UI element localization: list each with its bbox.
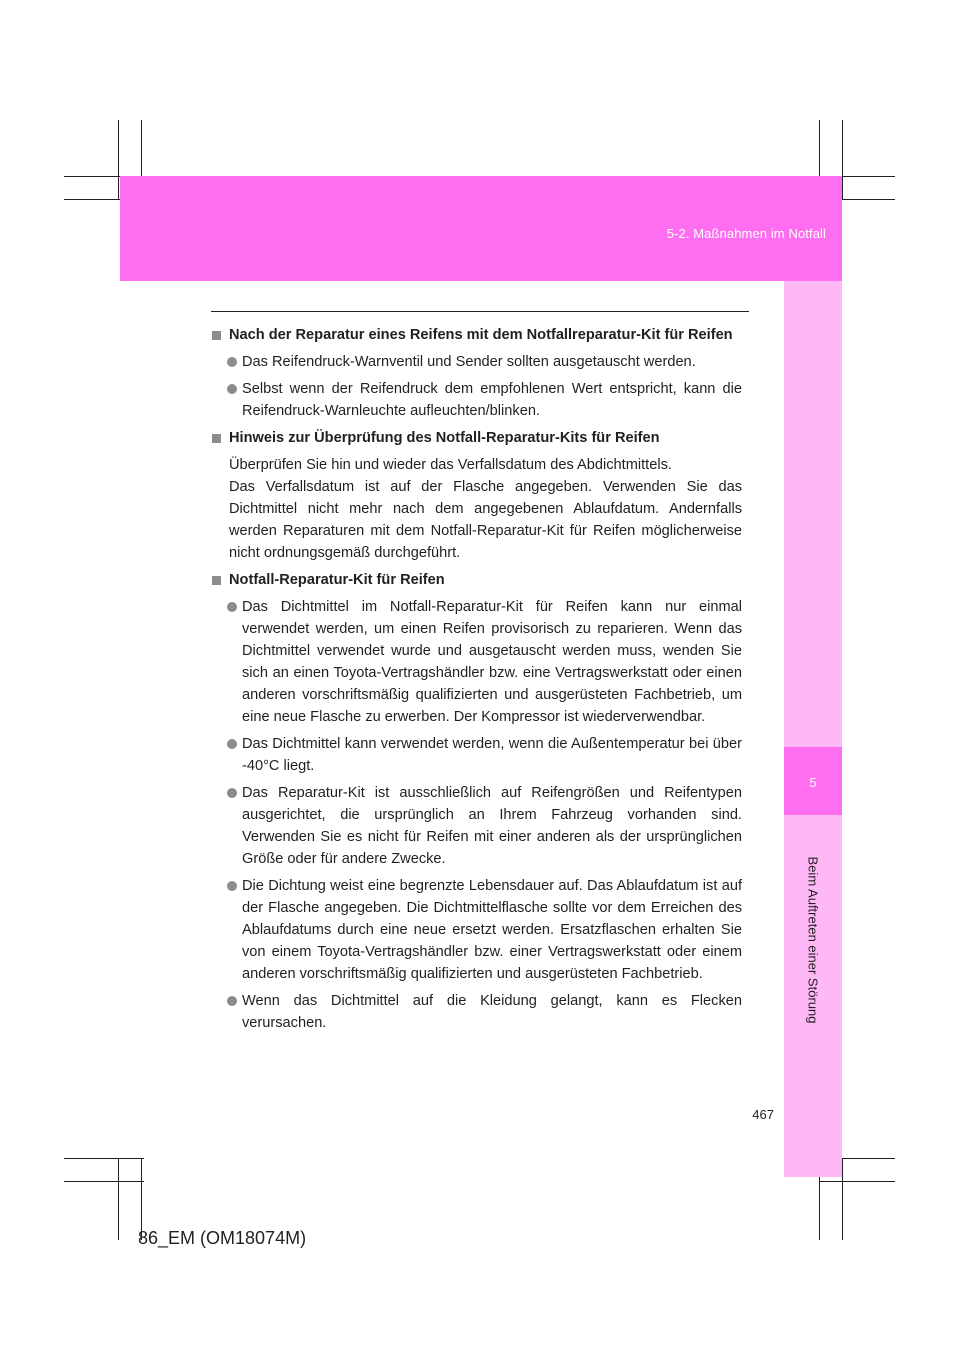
paragraph-line: Überprüfen Sie hin und wieder das Verfallsdatum des Abdichtmittels. bbox=[229, 457, 672, 473]
round-bullet-icon bbox=[227, 602, 237, 612]
list-item-text: Das Dichtmittel kann verwendet werden, wenn die Außentemperatur bei über -40°C liegt. bbox=[242, 736, 742, 774]
chapter-number: 5 bbox=[809, 775, 817, 790]
square-bullet-icon bbox=[212, 434, 221, 443]
round-bullet-icon bbox=[227, 384, 237, 394]
list-item bbox=[212, 351, 742, 373]
crop-mark bbox=[118, 1158, 119, 1240]
square-bullet-icon bbox=[212, 331, 221, 340]
section-heading-text: Notfall-Reparatur-Kit für Reifen bbox=[229, 572, 445, 588]
section-heading bbox=[212, 569, 742, 591]
section-title: 5-2. Maßnahmen im Notfall bbox=[666, 226, 826, 241]
page-number: 467 bbox=[752, 1107, 774, 1122]
round-bullet-icon bbox=[227, 788, 237, 798]
paragraph-line: Das Verfallsdatum ist auf der Flasche angegeben. Verwenden Sie das Dichtmittel nicht mehr nach dem angegebenen Ablaufdatum. Andernfalls werden Reparaturen mit dem Notfall-Reparatur-Kit für Reifen möglicherweise nicht ordnungsgemäß durchgeführt. bbox=[229, 479, 742, 561]
crop-mark bbox=[820, 1181, 895, 1182]
chapter-number-box bbox=[784, 747, 842, 815]
list-item-text: Selbst wenn der Reifendruck dem empfohlenen Wert entspricht, kann die Reifendruck-Warnleuchte aufleuchten/blinken. bbox=[242, 381, 742, 419]
main-content bbox=[212, 324, 742, 1039]
round-bullet-icon bbox=[227, 881, 237, 891]
crop-mark bbox=[118, 120, 119, 200]
crop-mark bbox=[842, 1158, 843, 1240]
list-item-text: Das Dichtmittel im Notfall-Reparatur-Kit für Reifen kann nur einmal verwendet werden, um einen Reifen provisorisch zu reparieren. Wenn das Dichtmittel verwendet wurde und ausgetauscht werden muss, wenden Sie sich an einen Toyota-Vertragshändler bzw. eine Vertragswerkstatt oder einen anderen vorschriftsmäßig qualifizierten und ausgerüsteten Fachbetrieb, um eine neue Flasche zu erwerben. Der Kompressor ist wiederverwendbar. bbox=[242, 599, 742, 725]
list-item-text: Das Reparatur-Kit ist ausschließlich auf Reifengrößen und Reifentypen ausgerichtet, die ursprünglich an Ihrem Fahrzeug vorhanden sind. Verwenden Sie es nicht für Reifen mit einer anderen als der ursprünglichen Größe oder für andere Zwecke. bbox=[242, 785, 742, 867]
document-code: 86_EM (OM18074M) bbox=[138, 1228, 307, 1248]
list-item bbox=[212, 733, 742, 777]
section-heading-text: Nach der Reparatur eines Reifens mit dem Notfallreparatur-Kit für Reifen bbox=[229, 327, 733, 343]
chapter-side-tab bbox=[784, 281, 842, 1177]
list-item-text: Das Reifendruck-Warnventil und Sender sollten ausgetauscht werden. bbox=[242, 354, 696, 370]
crop-mark bbox=[64, 1181, 144, 1182]
paragraph bbox=[212, 454, 742, 564]
crop-mark bbox=[842, 120, 843, 200]
section-heading bbox=[212, 427, 742, 449]
header-band bbox=[120, 176, 842, 281]
list-item-text: Die Dichtung weist eine begrenzte Lebensdauer auf. Das Ablaufdatum ist auf der Flasche angegeben. Die Dichtmittelflasche sollte vor dem Erreichen des Ablaufdatums durch eine neue ersetzt werden. Ersatzflaschen erhalten Sie von einem Toyota-Vertragshändler bzw. einer Vertragswerkstatt oder einem anderen vorschriftsmäßig qualifizierten und ausgerüsteten Fachbetrieb. bbox=[242, 878, 742, 982]
list-item bbox=[212, 782, 742, 870]
list-item bbox=[212, 875, 742, 985]
top-rule bbox=[211, 311, 749, 312]
section-heading-text: Hinweis zur Überprüfung des Notfall-Reparatur-Kits für Reifen bbox=[229, 430, 660, 446]
square-bullet-icon bbox=[212, 576, 221, 585]
round-bullet-icon bbox=[227, 357, 237, 367]
round-bullet-icon bbox=[227, 996, 237, 1006]
list-item bbox=[212, 378, 742, 422]
chapter-title-text: Beim Auftreten einer Störung bbox=[805, 856, 821, 1024]
list-item bbox=[212, 596, 742, 728]
crop-mark bbox=[64, 1158, 144, 1159]
list-item bbox=[212, 990, 742, 1034]
round-bullet-icon bbox=[227, 739, 237, 749]
section-heading bbox=[212, 324, 742, 346]
list-item-text: Wenn das Dichtmittel auf die Kleidung gelangt, kann es Flecken verursachen. bbox=[242, 993, 742, 1031]
